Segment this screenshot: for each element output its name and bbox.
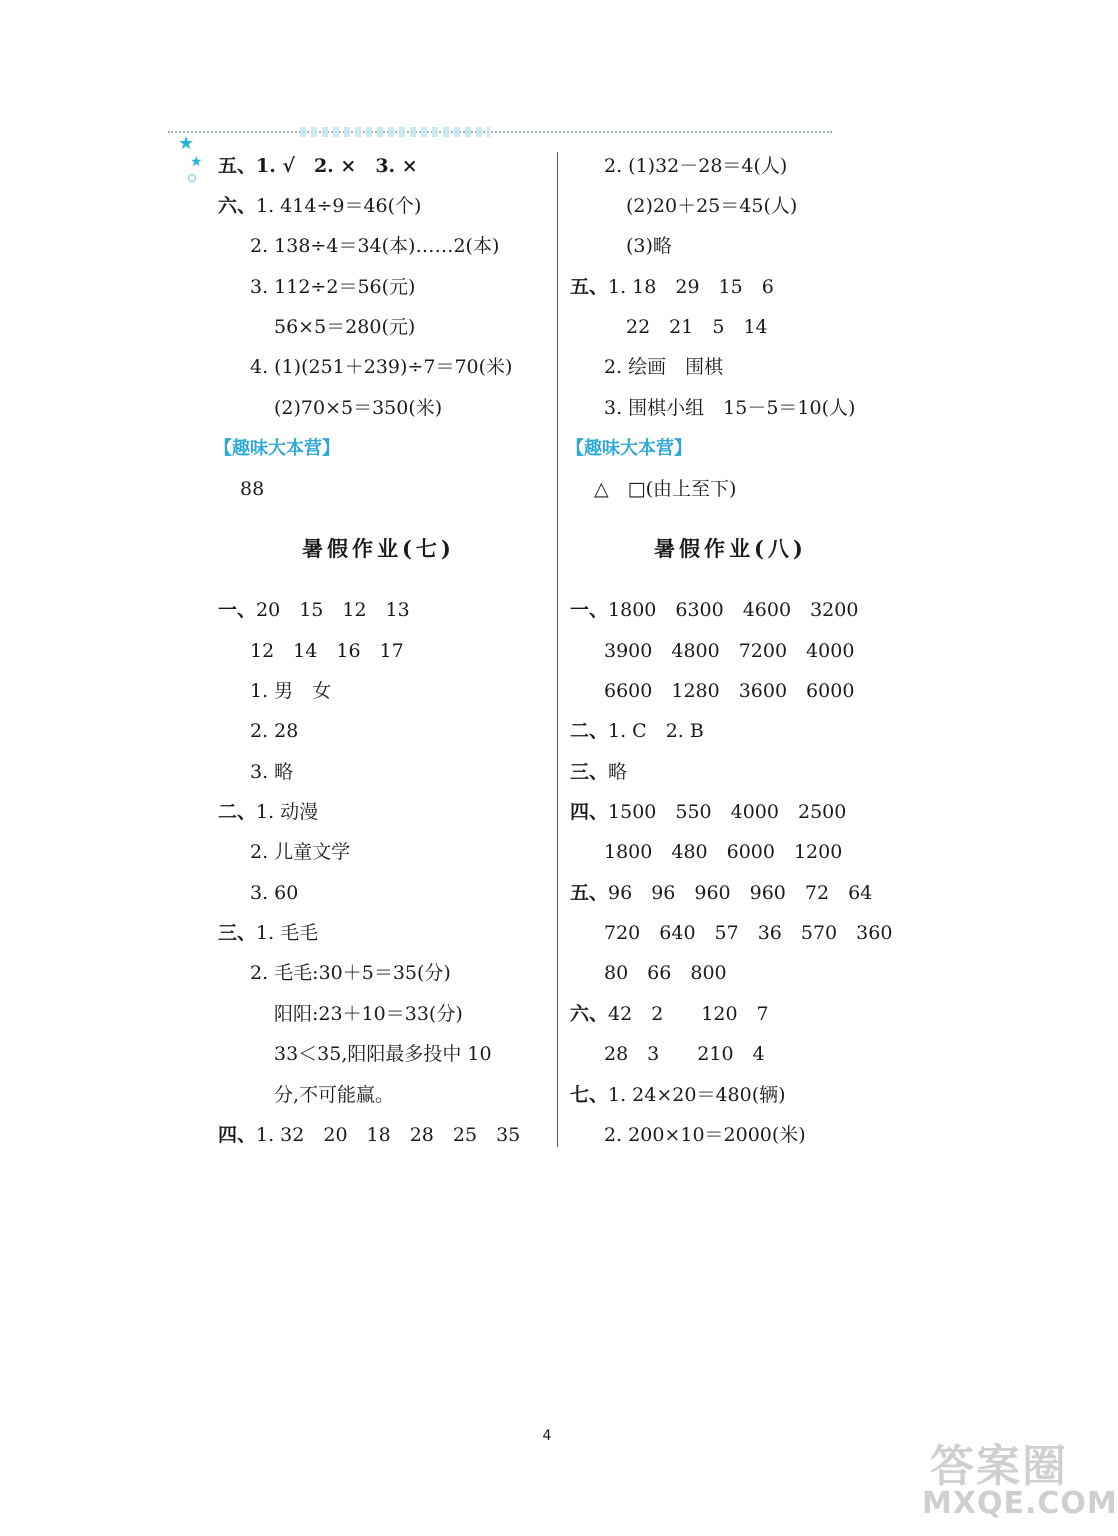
column-divider: [557, 152, 558, 1147]
answer-line: 6600 1280 3600 6000: [604, 680, 855, 702]
answer-line: 四、1. 32 20 18 28 25 35: [218, 1124, 521, 1146]
answer-line: 22 21 5 14: [626, 316, 768, 338]
fun-camp-badge: 【趣味大本营】: [214, 438, 340, 459]
answer-line: 2. 138÷4＝34(本)……2(本): [250, 235, 500, 257]
answer-line: 二、1. C 2. B: [570, 720, 704, 742]
fun-camp-badge: 【趣味大本营】: [566, 438, 692, 459]
answer-line: 2. 绘画 围棋: [604, 356, 724, 378]
header-dotted-rule: [168, 131, 832, 133]
answer-line: 七、1. 24×20＝480(辆): [570, 1084, 786, 1106]
answer-line: 2. (1)32－28＝4(人): [604, 155, 788, 177]
answer-line: 六、1. 414÷9＝46(个): [218, 195, 422, 217]
fun-camp-answer: △ □(由上至下): [594, 478, 737, 500]
answer-line: 五、96 96 960 960 72 64: [570, 882, 873, 904]
answer-line: 3900 4800 7200 4000: [604, 640, 855, 662]
answer-line: 三、略: [570, 761, 628, 783]
answer-line: 2. 28: [250, 720, 299, 742]
answer-line: 一、20 15 12 13: [218, 599, 410, 621]
header-blue-dashes: [300, 127, 490, 137]
answer-line: 2. 200×10＝2000(米): [604, 1124, 806, 1146]
answer-line: 3. 围棋小组 15－5＝10(人): [604, 397, 856, 419]
answer-line: 80 66 800: [604, 962, 727, 984]
answer-line: 3. 112÷2＝56(元): [250, 276, 416, 298]
answer-line: 四、1500 550 4000 2500: [570, 801, 847, 823]
fun-camp-answer: 88: [240, 478, 265, 500]
answer-line: 3. 60: [250, 882, 299, 904]
page-number: 4: [542, 1428, 552, 1444]
answer-line: (3)略: [626, 235, 672, 257]
answer-line: (2)20＋25＝45(人): [626, 195, 798, 217]
answer-line: 2. 毛毛:30＋5＝35(分): [250, 962, 451, 984]
answer-line: 1800 480 6000 1200: [604, 841, 843, 863]
answer-line: (2)70×5＝350(米): [274, 397, 443, 419]
watermark-title: 答案圈: [930, 1441, 1068, 1492]
answer-line: 720 640 57 36 570 360: [604, 922, 893, 944]
answer-line: 阳阳:23＋10＝33(分): [274, 1003, 463, 1025]
answer-line: 1. 男 女: [250, 680, 332, 702]
answer-line: 28 3 210 4: [604, 1043, 765, 1065]
watermark-logo: [922, 1430, 1118, 1530]
answer-line: 56×5＝280(元): [274, 316, 416, 338]
answer-line: 4. (1)(251＋239)÷7＝70(米): [250, 356, 513, 378]
answer-line: 二、1. 动漫: [218, 801, 319, 823]
answer-line: 三、1. 毛毛: [218, 922, 319, 944]
star-icon: ★: [190, 154, 203, 170]
answer-line: 2. 儿童文学: [250, 841, 351, 863]
star-icon: ★: [178, 133, 195, 154]
watermark-url: MXQE.COM: [922, 1486, 1118, 1521]
section-title: 暑假作业(七): [302, 536, 455, 561]
section-title: 暑假作业(八): [654, 536, 807, 561]
answer-line: 3. 略: [250, 761, 294, 783]
answer-line: 五、1. √ 2. × 3. ×: [218, 155, 418, 177]
circle-dot-icon: [188, 174, 196, 182]
answer-line: 一、1800 6300 4600 3200: [570, 599, 859, 621]
answer-line: 12 14 16 17: [250, 640, 404, 662]
answer-line: 分,不可能赢。: [274, 1084, 395, 1106]
answer-line: 五、1. 18 29 15 6: [570, 276, 774, 298]
answer-line: 33＜35,阳阳最多投中 10: [274, 1043, 492, 1065]
answer-line: 六、42 2 120 7: [570, 1003, 769, 1025]
